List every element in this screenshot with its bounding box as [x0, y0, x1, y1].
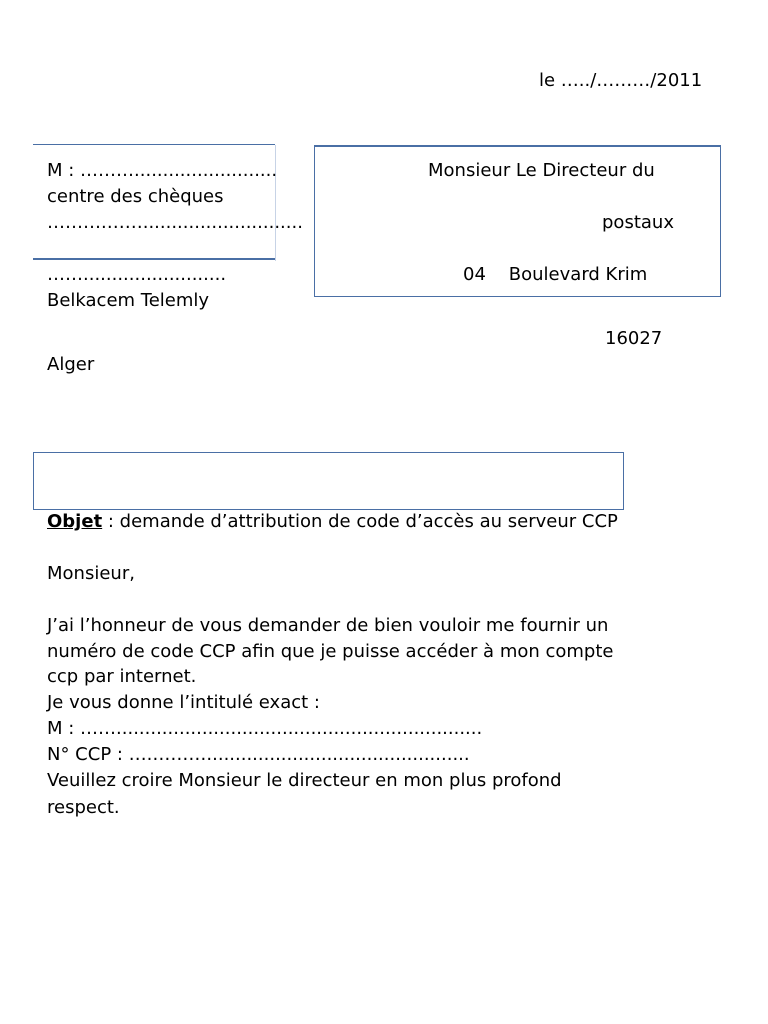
paragraph-2: Je vous donne l’intitulé exact :: [47, 692, 320, 713]
subject-line: [47, 511, 618, 533]
paragraph-1-line-1: J’ai l’honneur de vous demander de bien vouloir me fournir un: [47, 615, 609, 636]
empty-frame: [33, 452, 624, 510]
date-line: le …../………/2011: [539, 70, 703, 91]
subject-text: : demande d’attribution de code d’accès au serveur CCP: [102, 511, 618, 532]
subject-label: Objet: [47, 511, 103, 532]
paragraph-1-line-3: ccp par internet.: [47, 666, 197, 687]
field-name: M : ……................................................................: [47, 718, 483, 739]
closing-line-1: Veuillez croire Monsieur le directeur en mon plus profond: [47, 770, 562, 791]
paragraph-1-line-2: numéro de code CCP afin que je puisse accéder à mon compte: [47, 641, 614, 662]
recipient-line-2: postaux: [602, 212, 674, 233]
recipient-line-1: Monsieur Le Directeur du: [428, 160, 655, 181]
sender-line-6: Alger: [47, 354, 95, 375]
sender-line-3: ……….……............................: [47, 212, 303, 233]
sender-line-5: Belkacem Telemly: [47, 290, 210, 311]
recipient-line-4: 16027: [605, 328, 663, 349]
salutation: Monsieur,: [47, 563, 135, 584]
sender-line-4: …….........................: [47, 264, 227, 285]
field-ccp-number: N° CCP : ….………..............................................: [47, 744, 470, 765]
sender-line-1: M : ……….........................: [47, 160, 278, 181]
closing-line-2: respect.: [47, 797, 120, 818]
recipient-line-3: 04 Boulevard Krim: [463, 264, 648, 285]
sender-line-2: centre des chèques: [47, 186, 224, 207]
